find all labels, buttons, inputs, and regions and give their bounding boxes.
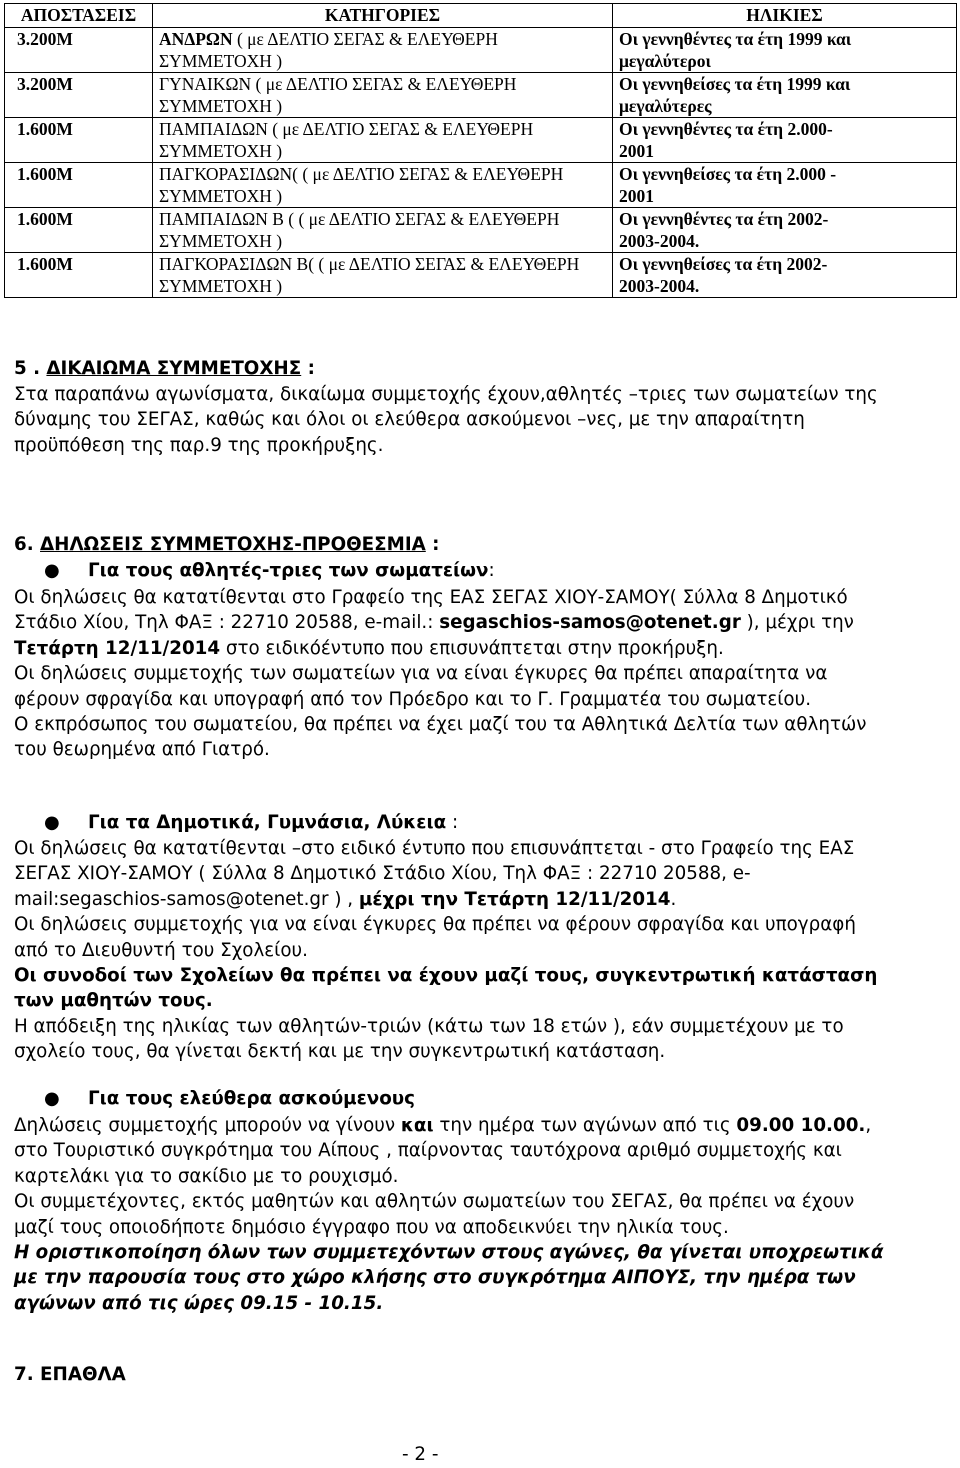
bullet-1-heading	[88, 558, 495, 583]
bullet-2-heading	[88, 810, 458, 835]
paragraph-line: δύναμης του ΣΕΓΑΣ, καθώς και όλοι οι ελεύθερα ασκούμενοι –νες, με την απαραίτητη	[14, 409, 805, 431]
category-text: ΓΥΝΑΙΚΩΝ ( με ΔΕΛΤΙΟ ΣΕΓΑΣ & ΕΛΕΥΘΕΡΗ	[159, 74, 517, 94]
table-row	[5, 28, 957, 73]
category-line2: ΣΥΜΜΕΤΟΧΗ )	[159, 276, 283, 296]
paragraph-line	[14, 610, 944, 635]
paragraph-line	[14, 636, 944, 661]
text-span: Στάδιο Χίου, Τηλ ΦΑΞ : 22710 20588, e-mail.:	[14, 612, 440, 634]
age-line1: Οι γεννηθείσες τα έτη 2.000 -	[619, 164, 837, 184]
age-category-table	[4, 3, 957, 298]
paragraph-line: μαζί τους οποιοδήποτε δημόσιο έγγραφο που να αποδεικνύει την ηλικία τους.	[14, 1216, 729, 1238]
paragraph-line: Ο εκπρόσωπος του σωματείου, θα πρέπει να έχει μαζί του τα Αθλητικά Δελτία των αθλητών	[14, 714, 867, 736]
paragraph-line	[14, 887, 944, 912]
cell-category	[153, 118, 613, 163]
bullet-heading: Για τα Δημοτικά, Γυμνάσια, Λύκεια	[88, 812, 447, 833]
text-span: ,	[865, 1115, 872, 1136]
table-row	[5, 208, 957, 253]
text-span: στο ειδικόέντυπο που επισυνάπτεται στην προκήρυξη.	[220, 637, 724, 659]
bullet-icon: ●	[44, 812, 60, 833]
table-header-row	[5, 4, 957, 28]
category-text: ΠΑΜΠΑΙΔΩΝ Β ( ( με ΔΕΛΤΙΟ ΣΕΓΑΣ & ΕΛΕΥΘΕΡΗ	[159, 209, 560, 229]
paragraph-line: στο Τουριστικό συγκρότημα του Αίπους , παίρνοντας ταυτόχρονα αριθμό συμμετοχής και	[14, 1140, 842, 1162]
category-line2: ΣΥΜΜΕΤΟΧΗ )	[159, 141, 283, 161]
age-line1: Οι γεννηθείσες τα έτη 1999 και	[619, 74, 851, 94]
paragraph-line: Στα παραπάνω αγωνίσματα, δικαίωμα συμμετοχής έχουν,αθλητές –τριες των σωματείων της	[14, 384, 878, 405]
section-5-body	[14, 382, 944, 458]
cell-age	[613, 253, 957, 298]
header-ages: ΗΛΙΚΙΕΣ	[613, 4, 957, 28]
table-row	[5, 163, 957, 208]
text-span: ), μέχρι την	[740, 612, 854, 634]
age-line2: μεγαλύτεροι	[619, 51, 711, 71]
email-address: segaschios-samos@otenet.gr	[439, 612, 741, 634]
cell-distance: 1.600Μ	[5, 118, 153, 163]
age-line1: Οι γεννηθέντες τα έτη 1999 και	[619, 29, 852, 49]
paragraph-line: Η οριστικοποίηση όλων των συμμετεχόντων στους αγώνες, θα γίνεται υποχρεωτικά	[14, 1242, 884, 1264]
category-name: ΑΝΔΡΩΝ	[159, 29, 233, 49]
section-number: 6.	[14, 534, 41, 555]
cell-age	[613, 208, 957, 253]
age-line1: Οι γεννηθέντες τα έτη 2002-	[619, 209, 829, 229]
deadline-date: μέχρι την Τετάρτη 12/11/2014	[358, 888, 671, 910]
category-text: ΠΑΓΚΟΡΑΣΙΔΩΝ( ( με ΔΕΛΤΙΟ ΣΕΓΑΣ & ΕΛΕΥΘΕΡΗ	[159, 164, 564, 184]
cell-category	[153, 253, 613, 298]
cell-category	[153, 73, 613, 118]
cell-distance: 1.600Μ	[5, 163, 153, 208]
paragraph-line: Οι συνοδοί των Σχολείων θα πρέπει να έχουν μαζί τους, συγκεντρωτική κατάσταση	[14, 965, 878, 987]
time-range: 09.00 10.00.	[736, 1115, 866, 1136]
paragraph-line: Οι δηλώσεις συμμετοχής για να είναι έγκυρες θα πρέπει να φέρουν σφραγίδα και υπογραφή	[14, 914, 856, 936]
cell-category	[153, 163, 613, 208]
paragraph-line: με την παρουσία τους στο χώρο κλήσης στο συγκρότημα ΑΙΠΟΥΣ, την ημέρα των	[14, 1267, 856, 1289]
paragraph-line: Οι δηλώσεις θα κατατίθενται στο Γραφείο της ΕΑΣ ΣΕΓΑΣ ΧΙΟΥ-ΣΑΜΟΥ( Σύλλα 8 Δημοτικό	[14, 587, 848, 608]
age-line1: Οι γεννηθείσες τα έτη 2002-	[619, 254, 828, 274]
paragraph-line: φέρουν σφραγίδα και υπογραφή από τον Πρόεδρο και το Γ. Γραμματέα του σωματείου.	[14, 688, 812, 710]
text-span: mail:segaschios-samos@otenet.gr ) ,	[14, 888, 359, 910]
paragraph-line	[14, 1113, 944, 1138]
bullet-3-heading: Για τους ελεύθερα ασκούμενους	[88, 1088, 415, 1109]
section-colon: :	[425, 534, 440, 555]
bullet-3-body	[14, 1113, 944, 1316]
paragraph-line: του θεωρημένα από Γιατρό.	[14, 739, 270, 761]
cell-age	[613, 163, 957, 208]
cell-distance: 3.200Μ	[5, 28, 153, 73]
paragraph-line: αγώνων από τις ώρες 09.15 - 10.15.	[14, 1292, 384, 1314]
paragraph-line: Οι δηλώσεις θα κατατίθενται –στο ειδικό έντυπο που επισυνάπτεται - στο Γραφείο της ΕΑΣ	[14, 838, 855, 859]
bullet-heading-suffix: :	[446, 812, 459, 833]
paragraph-line: ΣΕΓΑΣ ΧΙΟΥ-ΣΑΜΟΥ ( Σύλλα 8 Δημοτικό Στάδιο Χίου, Τηλ ΦΑΞ : 22710 20588, e-	[14, 863, 751, 885]
bullet-icon: ●	[44, 560, 60, 581]
paragraph-line: Η απόδειξη της ηλικίας των αθλητών-τριών (κάτω των 18 ετών ), εάν συμμετέχουν με το	[14, 1015, 844, 1037]
section-number: 5 .	[14, 358, 47, 379]
bullet-2-body	[14, 836, 944, 1065]
page-number: - 2 -	[402, 1444, 439, 1465]
category-line2: ΣΥΜΜΕΤΟΧΗ )	[159, 186, 283, 206]
table-row	[5, 253, 957, 298]
section-title: ΔΗΛΩΣΕΙΣ ΣΥΜΜΕΤΟΧΗΣ-ΠΡΟΘΕΣΜΙΑ	[40, 534, 426, 555]
paragraph-line: από το Διευθυντή του Σχολείου.	[14, 939, 308, 961]
age-line2: μεγαλύτερες	[619, 96, 712, 116]
cell-category	[153, 28, 613, 73]
category-text: ΠΑΓΚΟΡΑΣΙΔΩΝ Β( ( με ΔΕΛΤΙΟ ΣΕΓΑΣ & ΕΛΕΥΘΕΡΗ	[159, 254, 580, 274]
paragraph-line: Οι συμμετέχοντες, εκτός μαθητών και αθλητών σωματείων του ΣΕΓΑΣ, θα πρέπει να έχουν	[14, 1191, 855, 1213]
cell-distance: 3.200Μ	[5, 73, 153, 118]
text-span: και	[400, 1115, 434, 1136]
age-line2: 2003-2004.	[619, 231, 700, 251]
paragraph-line: των μαθητών τους.	[14, 990, 213, 1012]
bullet-heading-suffix: :	[488, 560, 495, 581]
bullet-icon: ●	[44, 1088, 60, 1109]
section-5-heading	[14, 356, 315, 381]
section-7-heading: 7. ΕΠΑΘΛΑ	[14, 1364, 126, 1385]
paragraph-line: καρτελάκι για το σακίδιο με το ρουχισμό.	[14, 1165, 399, 1187]
bullet-1-body	[14, 585, 944, 763]
age-line2: 2003-2004.	[619, 276, 700, 296]
category-text: ( με ΔΕΛΤΙΟ ΣΕΓΑΣ & ΕΛΕΥΘΕΡΗ	[232, 29, 498, 49]
header-categories: ΚΑΤΗΓΟΡΙΕΣ	[153, 4, 613, 28]
text-span: Δηλώσεις συμμετοχής μπορούν να γίνουν	[14, 1115, 401, 1136]
cell-age	[613, 118, 957, 163]
table-row	[5, 73, 957, 118]
age-line1: Οι γεννηθέντες τα έτη 2.000-	[619, 119, 833, 139]
text-span: την ημέρα των αγώνων από τις	[433, 1115, 737, 1136]
age-line2: 2001	[619, 186, 654, 206]
section-colon: :	[301, 358, 315, 379]
text-span: .	[670, 888, 677, 910]
cell-age	[613, 28, 957, 73]
cell-distance: 1.600Μ	[5, 208, 153, 253]
paragraph-line: σχολείο τους, θα γίνεται δεκτή και με την συγκεντρωτική κατάσταση.	[14, 1041, 666, 1063]
cell-age	[613, 73, 957, 118]
category-line2: ΣΥΜΜΕΤΟΧΗ )	[159, 51, 283, 71]
paragraph-line: προϋπόθεση της παρ.9 της προκήρυξης.	[14, 434, 384, 456]
table-row	[5, 118, 957, 163]
bullet-heading: Για τους αθλητές-τριες των σωματείων	[88, 560, 489, 581]
header-distances: ΑΠΟΣΤΑΣΕΙΣ	[5, 4, 153, 28]
cell-category	[153, 208, 613, 253]
category-line2: ΣΥΜΜΕΤΟΧΗ )	[159, 231, 283, 251]
section-6-heading	[14, 532, 439, 557]
category-text: ΠΑΜΠΑΙΔΩΝ ( με ΔΕΛΤΙΟ ΣΕΓΑΣ & ΕΛΕΥΘΕΡΗ	[159, 119, 534, 139]
age-line2: 2001	[619, 141, 654, 161]
cell-distance: 1.600Μ	[5, 253, 153, 298]
category-line2: ΣΥΜΜΕΤΟΧΗ )	[159, 96, 283, 116]
section-title: ΔΙΚΑΙΩΜΑ ΣΥΜΜΕΤΟΧΗΣ	[46, 358, 302, 379]
paragraph-line: Οι δηλώσεις συμμετοχής των σωματείων για να είναι έγκυρες θα πρέπει απαραίτητα να	[14, 663, 828, 685]
deadline-date: Τετάρτη 12/11/2014	[14, 637, 221, 659]
